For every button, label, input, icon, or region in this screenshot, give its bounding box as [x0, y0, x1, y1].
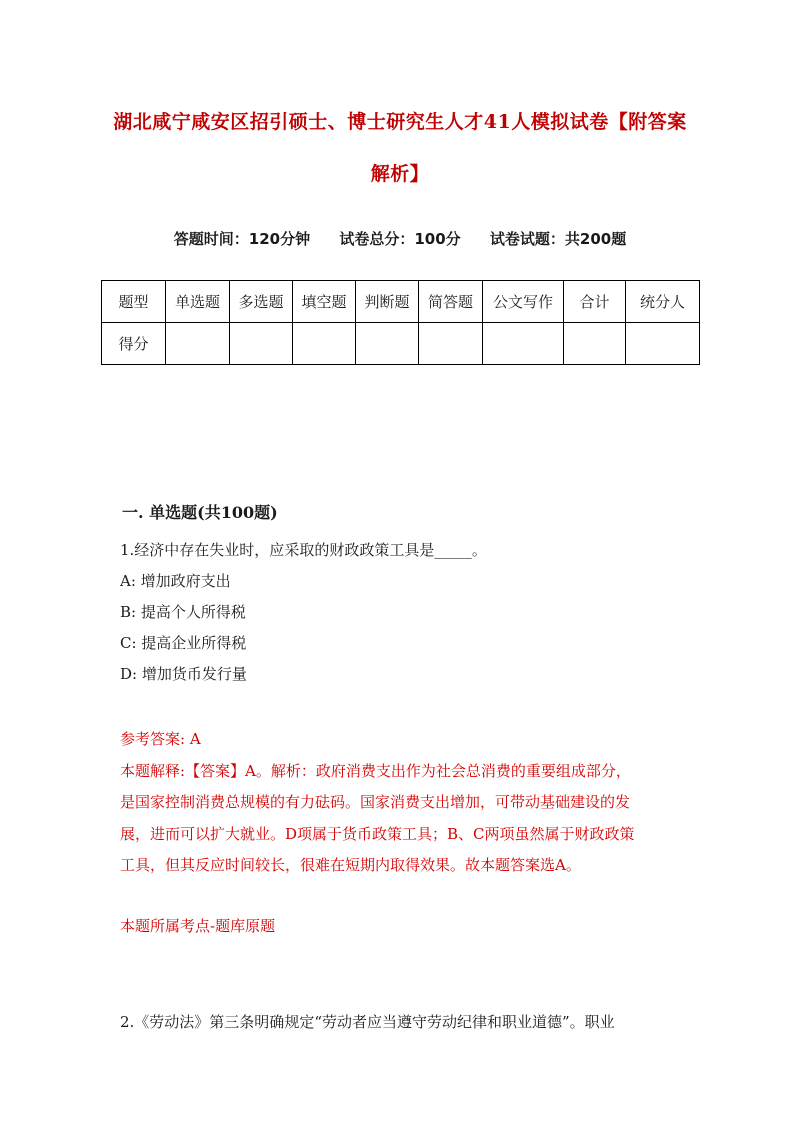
header-cell-short-answer: 简答题 — [419, 281, 483, 323]
explanation-line: 本题解释:【答案】A。解析：政府消费支出作为社会总消费的重要组成部分， — [120, 761, 631, 780]
question-1 — [120, 535, 680, 690]
score-cell — [166, 323, 230, 365]
header-cell-total: 合计 — [564, 281, 626, 323]
explanation-line: 工具，但其反应时间较长，很难在短期内取得效果。故本题答案选A。 — [120, 856, 581, 874]
score-table-header-row — [102, 281, 700, 323]
question-1-option-c: C: 提高企业所得税 — [120, 634, 247, 652]
question-1-option-d: D: 增加货币发行量 — [120, 665, 247, 683]
exam-total-score: 试卷总分：100分 — [339, 230, 461, 248]
header-cell-scorer: 统分人 — [626, 281, 700, 323]
score-cell — [419, 323, 483, 365]
header-cell-single-choice: 单选题 — [166, 281, 230, 323]
explanation-line: 是国家控制消费总规模的有力砝码。国家消费支出增加，可带动基础建设的发 — [120, 793, 631, 811]
header-cell-document-writing: 公文写作 — [483, 281, 564, 323]
question-1-answer-block — [120, 724, 680, 882]
header-cell-multi-choice: 多选题 — [230, 281, 293, 323]
title-line-2: 解析】 — [370, 163, 430, 185]
score-table-score-row — [102, 323, 700, 365]
score-table — [101, 280, 700, 365]
exam-time: 答题时间：120分钟 — [173, 230, 311, 248]
header-cell-type: 题型 — [102, 281, 166, 323]
question-1-stem: 1.经济中存在失业时，应采取的财政政策工具是_____。 — [120, 541, 487, 559]
score-cell — [356, 323, 419, 365]
question-2-stem: 2.《劳动法》第三条明确规定“劳动者应当遵守劳动纪律和职业道德”。职业 — [120, 1013, 615, 1031]
score-cell — [230, 323, 293, 365]
score-cell — [293, 323, 356, 365]
exam-meta — [0, 228, 800, 249]
explanation-line: 展，进而可以扩大就业。D项属于货币政策工具；B、C两项虽然属于财政政策 — [120, 824, 635, 843]
exam-question-count: 试卷试题：共200题 — [489, 230, 627, 248]
score-cell — [483, 323, 564, 365]
question-1-topic: 本题所属考点-题库原题 — [120, 917, 276, 935]
score-row-label: 得分 — [102, 323, 166, 365]
question-1-answer: 参考答案: A — [120, 730, 201, 748]
document-title — [100, 96, 700, 200]
header-cell-true-false: 判断题 — [356, 281, 419, 323]
title-line-1: 湖北咸宁咸安区招引硕士、博士研究生人才41人模拟试卷【附答案 — [113, 111, 687, 133]
question-1-option-a: A: 增加政府支出 — [120, 572, 231, 590]
score-cell — [564, 323, 626, 365]
question-1-option-b: B: 提高个人所得税 — [120, 603, 246, 621]
header-cell-fill-blank: 填空题 — [293, 281, 356, 323]
score-cell — [626, 323, 700, 365]
section-heading: 一. 单选题(共100题) — [122, 503, 278, 522]
